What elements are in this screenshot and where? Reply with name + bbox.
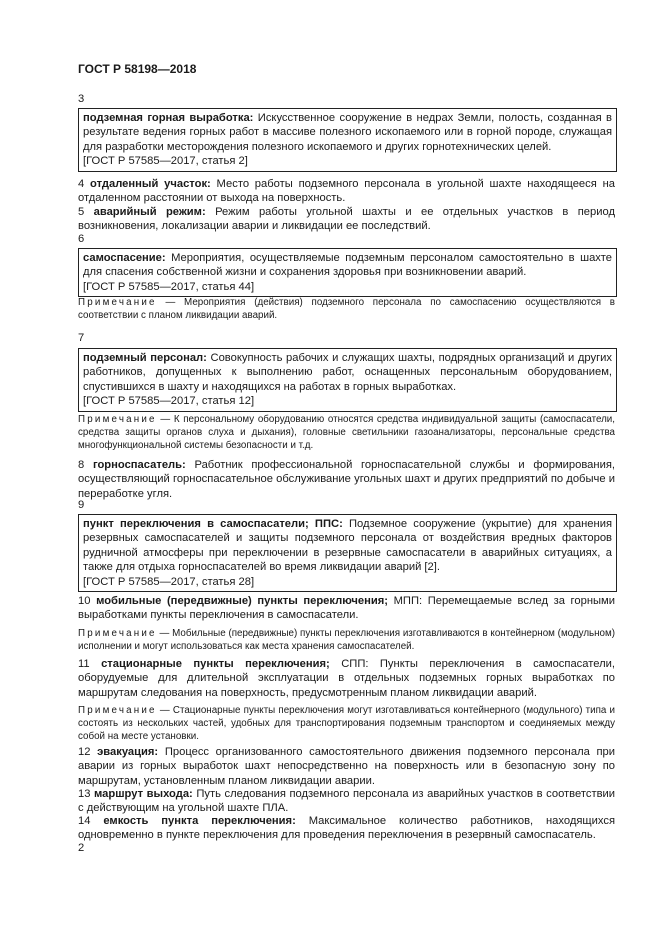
note-label: Примечание: [78, 414, 157, 425]
entry-number: 14: [78, 815, 91, 827]
term-definition: Режим работы угольной шахты и ее отдельных участков в период возникновения, локализации аварии и ликвидации ее последствий.: [78, 206, 615, 233]
term-paragraph: [78, 594, 615, 623]
term-definition: МПП: Перемещаемые вслед за горными выработками пункты переключения в самоспасатели.: [78, 595, 615, 622]
entry-number: 5: [78, 206, 85, 218]
term-definition: Максимальное количество работников, находящихся одновременно в пункте переключения для проведения переключения в резервный самоспасатель.: [78, 815, 615, 842]
term-title: стационарные пункты переключения;: [101, 658, 330, 670]
entry-number: 13: [78, 788, 91, 800]
term-title: подземная горная выработка:: [83, 112, 254, 124]
entry-number: 8: [78, 459, 85, 471]
term-definition: Мероприятия, осуществляемые подземным персоналом самостоятельно в шахте для спасения собственной жизни и сохранения здоровья при возникновении аварий.: [83, 252, 612, 279]
entry-number: 12: [78, 746, 91, 758]
term-paragraph: [78, 657, 615, 700]
entry-number: 10: [78, 595, 91, 607]
term-title: емкость пункта переключения:: [103, 815, 296, 827]
term-box: [78, 248, 617, 297]
term-title: отдаленный участок:: [90, 178, 211, 190]
note: [78, 413, 615, 452]
entry-number: 6: [78, 233, 85, 245]
term-reference: [ГОСТ Р 57585—2017, статья 28]: [83, 575, 255, 588]
term-title: самоспасение:: [83, 252, 166, 264]
term-title: аварийный режим:: [93, 206, 206, 218]
document-header: ГОСТ Р 58198—2018: [78, 62, 197, 76]
term-reference: [ГОСТ Р 57585—2017, статья 2]: [83, 155, 248, 168]
note: [78, 296, 615, 322]
note-label: Примечание: [78, 628, 157, 639]
entry-number: 11: [78, 658, 90, 670]
term-title: эвакуация:: [97, 746, 159, 758]
note-label: Примечание: [78, 705, 157, 716]
term-title: подземный персонал:: [83, 352, 207, 364]
term-definition: Работник профессиональной горноспасательной службы и формирования, осуществляющий горноспасательное обслуживание угольных шахт и других предприятий по добыче и переработке угля.: [78, 459, 615, 500]
term-definition: Путь следования подземного персонала из аварийных участков в соответствии с действующим на угольной шахте ПЛА.: [78, 788, 616, 815]
term-definition: СПП: Пункты переключения в самоспасатели, оборудуемые для длительной эксплуатации в отдельных подземных горных выработках по маршрутам следования на поверхность, предусмотренным планом ликвидации аварий.: [78, 658, 615, 699]
entry-number: 4: [78, 178, 85, 190]
entry-number: 9: [78, 499, 85, 511]
note-text: — К персональному оборудованию относятся средства индивидуальной защиты (самоспасатели, средства защиты органов слуха и дыхания), головные светильники газоанализаторы, персональные средства многофункциональной системы безопасности и т.д.: [78, 414, 615, 451]
note: [78, 627, 615, 653]
term-title: горноспасатель:: [92, 459, 186, 471]
term-paragraph: [78, 787, 615, 816]
term-box: [78, 348, 617, 412]
note-text: — Мобильные (передвижные) пункты переключения изготавливаются в контейнерном (модульном) исполнении и могут использоваться как места хранения самоспасателей.: [78, 628, 615, 652]
term-title: мобильные (передвижные) пункты переключения;: [96, 595, 388, 607]
term-paragraph: [78, 177, 615, 206]
term-paragraph: [78, 458, 615, 501]
entry-number: 3: [78, 93, 85, 105]
note-text: — Стационарные пункты переключения могут изготавливаться контейнерного (модульного) типа и состоять из нескольких частей, удобных для транспортирования подземным транспортом и соединяемых между собой на месте установки.: [78, 705, 615, 742]
term-definition: Подземное сооружение (укрытие) для хранения резервных самоспасателей и защиты подземного персонала от воздействия вредных факторов рудничной атмосферы при переключении в резервные самоспасатели в аварийных ситуациях, а также для отдыха горноспасателей во время ликвидации аварий [2].: [83, 518, 612, 574]
term-box: [78, 514, 617, 592]
term-definition: Совокупность рабочих и служащих шахты, подрядных организаций и других работников, допущенных к выполнению работ, оснащенных персональным оборудованием, спустившихся в шахту и находящихся на работах в горных выработках.: [83, 352, 612, 393]
note-label: Примечание: [78, 297, 157, 308]
term-paragraph: [78, 814, 615, 843]
term-title: пункт переключения в самоспасатели; ППС:: [83, 518, 343, 530]
term-definition: Искусственное сооружение в недрах Земли, полость, созданная в результате ведения горных работ в массиве полезного ископаемого или в горной породе, служащая для разработки месторождения полезного ископаемого и других горнотехнических целей.: [83, 112, 612, 153]
term-definition: Процесс организованного самостоятельного движения подземного персонала при аварии из горных выработок шахт непосредственно на поверхность или в безопасную зону по маршрутам, установленным планом ликвидации аварии.: [78, 746, 616, 787]
term-box: [78, 108, 617, 172]
note-text: — Мероприятия (действия) подземного персонала по самоспасению осуществляются в соответствии с планом ликвидации аварий.: [78, 297, 615, 321]
term-paragraph: [78, 205, 615, 234]
term-reference: [ГОСТ Р 57585—2017, статья 44]: [83, 280, 255, 293]
term-title: маршрут выхода:: [94, 788, 193, 800]
note: [78, 704, 615, 743]
term-paragraph: [78, 745, 615, 788]
term-reference: [ГОСТ Р 57585—2017, статья 12]: [83, 395, 255, 408]
page-number: 2: [78, 842, 85, 854]
term-definition: Место работы подземного персонала в угольной шахте находящееся на отдаленном расстоянии от выхода на поверхность.: [78, 178, 615, 205]
entry-number: 7: [78, 332, 85, 344]
